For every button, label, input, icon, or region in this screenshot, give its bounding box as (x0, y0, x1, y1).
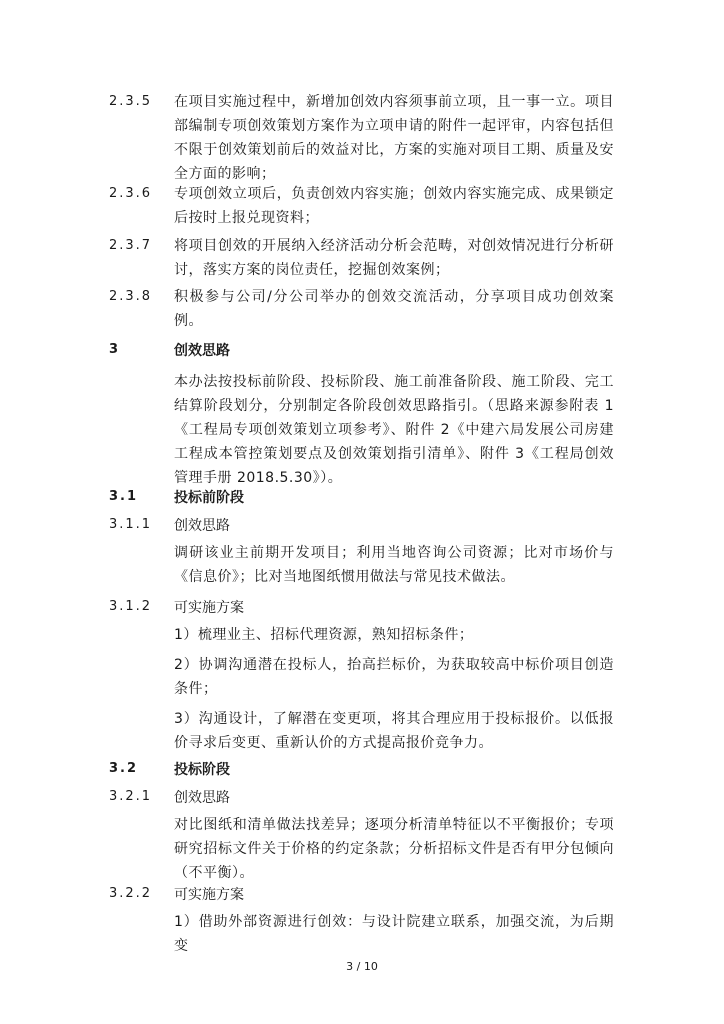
section-text: 本办法按投标前阶段、投标阶段、施工前准备阶段、施工阶段、完工结算阶段划分，分别制定各阶段创效思路指引。（思路来源参附表 1《工程局专项创效策划立项参考》、附件 2《中建六局发展公司房建工程成本管控策划要点及创效策划指引清单》、附件 3《工程局创效管理手册 2018.5.30》）。 (174, 374, 614, 486)
section-title: 可实施方案 (174, 887, 244, 903)
item-number: 2.3.8 (109, 289, 153, 304)
section-number: 3.2.1 (109, 789, 153, 804)
item-number: 2.3.5 (109, 94, 153, 109)
section-number: 3.2 (109, 761, 139, 776)
section-title: 投标阶段 (174, 762, 230, 778)
section-title: 投标前阶段 (174, 490, 244, 506)
item-text: 积极参与公司/分公司举办的创效交流活动，分享项目成功创效案例。 (174, 289, 614, 329)
section-title: 可实施方案 (174, 600, 244, 616)
plan-item-2: 2）协调沟通潜在投标人，抬高拦标价，为获取较高中标价项目创造条件； (174, 657, 614, 697)
item-text: 将项目创效的开展纳入经济活动分析会范畴，对创效情况进行分析研讨，落实方案的岗位责任，挖掘创效案例； (174, 238, 614, 278)
plan-item-1: 1）梳理业主、招标代理资源，熟知招标条件； (174, 627, 474, 643)
section-number: 3.2.2 (109, 886, 153, 901)
section-number: 3.1 (109, 489, 139, 504)
section-number: 3 (109, 342, 121, 357)
section-number: 3.1.1 (109, 517, 153, 532)
section-title: 创效思路 (174, 790, 230, 806)
item-number: 2.3.6 (109, 186, 153, 201)
plan-item-1: 1）借助外部资源进行创效：与设计院建立联系，加强交流，为后期变 (174, 914, 614, 954)
page-number: 3 / 10 (346, 960, 378, 973)
section-number: 3.1.2 (109, 599, 153, 614)
item-text: 在项目实施过程中，新增加创效内容须事前立项，且一事一立。项目部编制专项创效策划方案作为立项申请的附件一起评审，内容包括但不限于创效策划前后的效益对比，方案的实施对项目工期、质量及安全方面的影响； (174, 94, 614, 182)
item-text: 专项创效立项后，负责创效内容实施；创效内容实施完成、成果锁定后按时上报兑现资料； (174, 186, 614, 226)
section-title: 创效思路 (174, 518, 230, 534)
section-text: 调研该业主前期开发项目；利用当地咨询公司资源；比对市场价与《信息价》；比对当地图纸惯用做法与常见技术做法。 (174, 545, 614, 585)
section-title: 创效思路 (174, 343, 230, 359)
plan-item-3: 3）沟通设计，了解潜在变更项，将其合理应用于投标报价。以低报价寻求后变更、重新认价的方式提高报价竞争力。 (174, 711, 614, 751)
section-text: 对比图纸和清单做法找差异；逐项分析清单特征以不平衡报价；专项研究招标文件关于价格的约定条款；分析招标文件是否有甲分包倾向（不平衡）。 (174, 817, 614, 881)
item-number: 2.3.7 (109, 238, 153, 253)
